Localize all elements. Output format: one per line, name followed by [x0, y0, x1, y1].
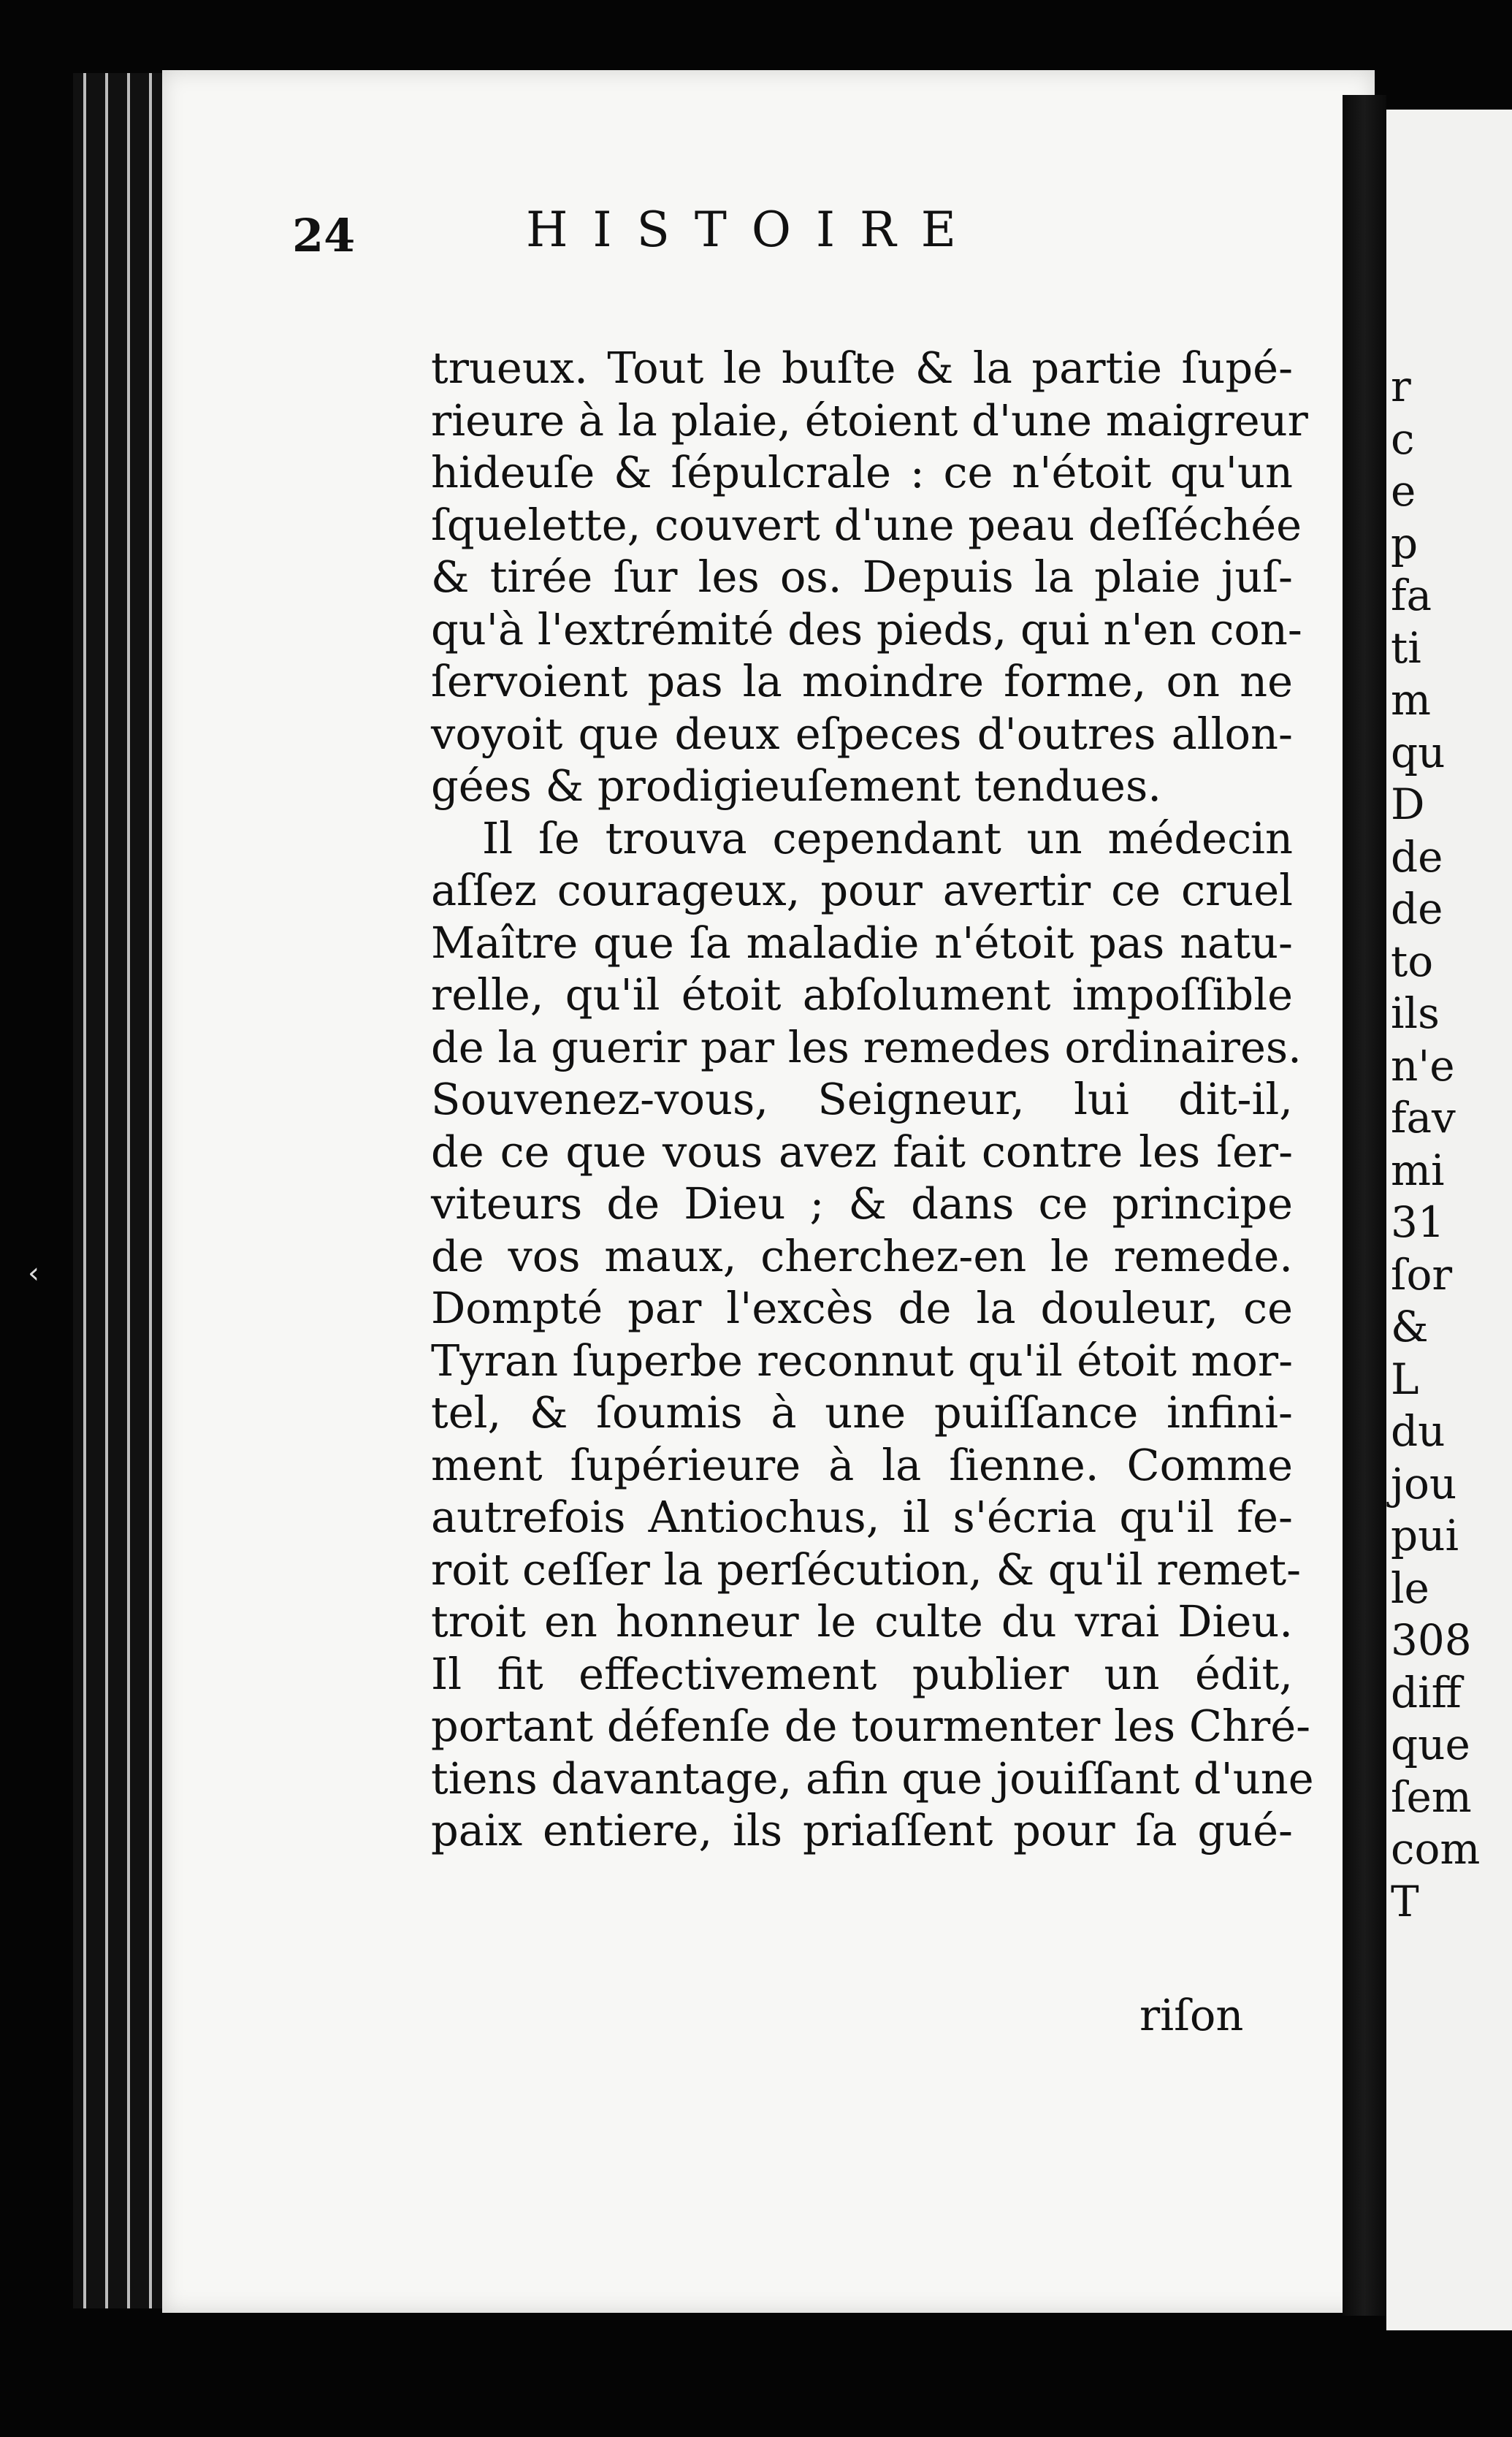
facing-page-text-fragment: to: [1391, 936, 1434, 986]
catchword: riſon: [1139, 1990, 1244, 2040]
text-line: de vos maux, cherchez-en le remede.: [431, 1230, 1293, 1281]
text-line: relle, qu'il étoit abſolument impoſſible: [431, 969, 1293, 1020]
text-line: troit en honneur le culte du vrai Dieu.: [431, 1596, 1293, 1647]
facing-page-text-fragment: m: [1391, 675, 1431, 725]
facing-page-text-fragment: le: [1391, 1563, 1429, 1613]
page-header: [292, 202, 1096, 297]
facing-page-text-fragment: ti: [1391, 622, 1421, 673]
facing-page-text-fragment: c: [1391, 413, 1415, 464]
text-line: tiens davantage, afin que jouiſſant d'une: [431, 1753, 1314, 1804]
facing-page-text-fragment: p: [1391, 518, 1419, 568]
facing-page-text-fragment: jou: [1391, 1458, 1457, 1509]
facing-page-text-fragment: L: [1391, 1354, 1419, 1404]
text-line: Dompté par l'excès de la douleur, ce: [431, 1283, 1293, 1333]
book-fore-edge: [73, 73, 168, 2308]
text-line: voyoit que deux eſpeces d'outres allon-: [431, 708, 1293, 759]
facing-page-text-fragment: &: [1391, 1302, 1429, 1351]
running-title: HISTOIRE: [526, 202, 981, 258]
text-line: ſquelette, couvert d'une peau deſſéchée: [431, 499, 1302, 550]
text-line: gées & prodigieuſement tendues.: [431, 760, 1162, 811]
text-line: autrefois Antiochus, il s'écria qu'il fe-: [431, 1492, 1293, 1542]
facing-page-text-fragment: du: [1391, 1406, 1446, 1456]
facing-page-text-fragment: ſem: [1391, 1772, 1472, 1822]
facing-page-text-fragment: T: [1391, 1876, 1419, 1926]
page-number: 24: [292, 209, 356, 262]
facing-page-fragment: [1386, 110, 1512, 2330]
text-line: Il ſe trouva cependant un médecin: [482, 812, 1293, 863]
facing-page-text-fragment: fa: [1391, 571, 1432, 620]
text-line: de la guerir par les remedes ordinaires.: [431, 1021, 1302, 1072]
facing-page-text-fragment: que: [1391, 1720, 1470, 1769]
text-line: Il fit effectivement publier un édit,: [431, 1648, 1293, 1699]
text-line: paix entiere, ils priaſſent pour ſa gué-: [431, 1805, 1293, 1856]
facing-page-text-fragment: n'e: [1391, 1040, 1455, 1091]
body-text: [431, 342, 1314, 1857]
text-line: trueux. Tout le buſte & la partie ſupé-: [431, 343, 1293, 393]
facing-page-text-fragment: de: [1391, 884, 1443, 934]
facing-page-text-fragment: D: [1391, 779, 1425, 829]
facing-page-text-fragment: ils: [1391, 988, 1440, 1038]
text-line: & tirée ſur les os. Depuis la plaie juſ-: [431, 552, 1293, 602]
facing-page-text-fragment: r: [1391, 362, 1411, 411]
text-line: aſſez courageux, pour avertir ce cruel: [431, 865, 1293, 915]
text-line: rieure à la plaie, étoient d'une maigreur: [431, 394, 1308, 446]
book-gutter: [1343, 95, 1386, 2316]
text-line: tel, & ſoumis à une puiſſance infini-: [431, 1387, 1293, 1438]
facing-page-text-fragment: qu: [1391, 727, 1446, 777]
page-edge-mark: ‹: [28, 1256, 39, 1290]
facing-page-text-fragment: pui: [1391, 1511, 1459, 1560]
facing-page-text-fragment: diff: [1391, 1667, 1462, 1717]
facing-page-text-fragment: com: [1391, 1824, 1481, 1874]
text-line: roit ceſſer la perſécution, & qu'il remet-: [431, 1544, 1302, 1595]
text-line: Maître que ſa maladie n'étoit pas natu-: [431, 917, 1293, 968]
facing-page-text-fragment: de: [1391, 831, 1443, 882]
facing-page-text-fragment: fav: [1391, 1093, 1456, 1143]
text-line: Tyran ſuperbe reconnut qu'il étoit mor-: [431, 1335, 1293, 1386]
text-line: qu'à l'extrémité des pieds, qui n'en con-: [431, 603, 1302, 655]
facing-page-text-fragment: 31: [1391, 1197, 1445, 1247]
facing-page-text-fragment: e: [1391, 466, 1416, 516]
text-line: hideuſe & ſépulcrale : ce n'étoit qu'un: [431, 447, 1293, 497]
facing-page-text-fragment: 308: [1391, 1615, 1472, 1665]
text-line: ſervoient pas la moindre forme, on ne: [431, 656, 1293, 706]
text-line: de ce que vous avez fait contre les ſer-: [431, 1126, 1293, 1177]
text-line: ment ſupérieure à la ſienne. Comme: [431, 1439, 1293, 1490]
text-line: portant défenſe de tourmenter les Chré-: [431, 1701, 1311, 1751]
facing-page-text-fragment: ſor: [1391, 1249, 1453, 1300]
text-line: Souvenez-vous, Seigneur, lui dit-il,: [431, 1074, 1293, 1124]
text-line: viteurs de Dieu ; & dans ce principe: [431, 1178, 1293, 1229]
facing-page-text-fragment: mi: [1391, 1145, 1445, 1195]
